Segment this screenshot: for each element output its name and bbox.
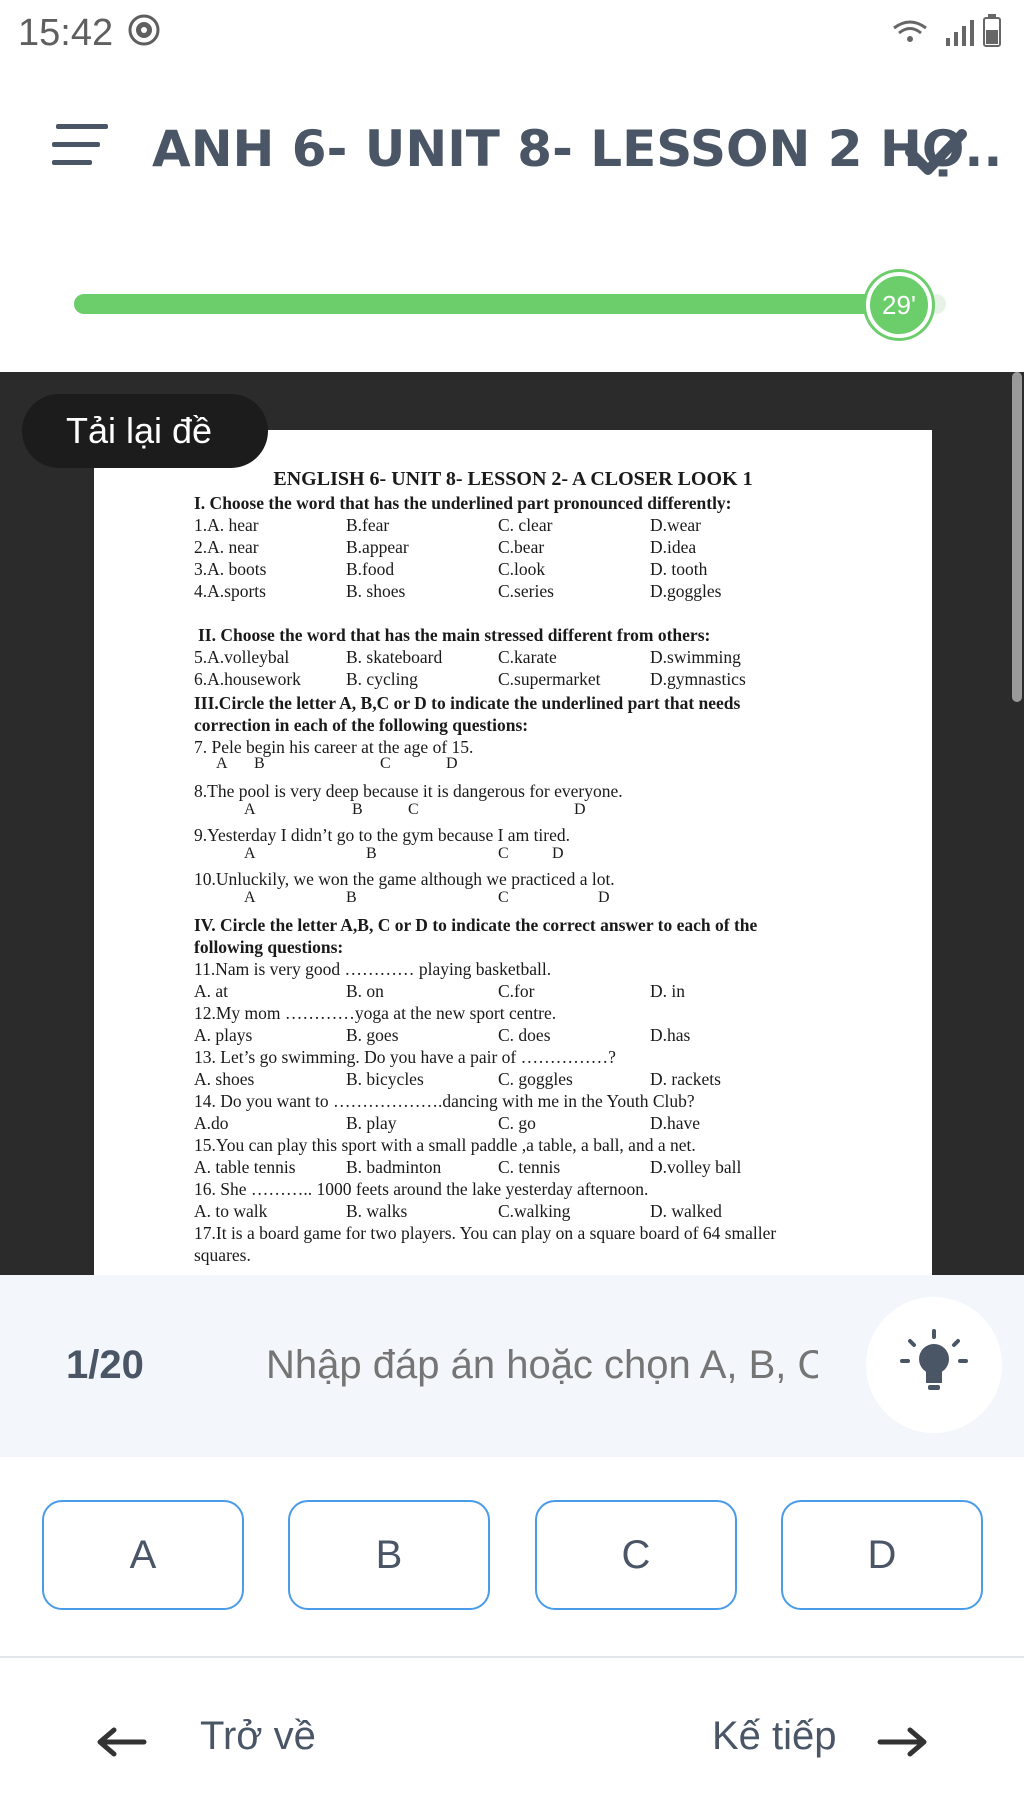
paper-option: C. goggles (498, 1069, 573, 1089)
lightbulb-icon (866, 1297, 1002, 1433)
q10-label-b: B (346, 889, 357, 906)
paper-option: D.have (650, 1113, 701, 1133)
check-icon[interactable] (904, 126, 968, 178)
paper-option: D.volley ball (650, 1157, 742, 1177)
q10-label-d: D (598, 889, 610, 906)
paper-option: A. plays (194, 1025, 253, 1045)
option-d-button[interactable]: D (781, 1500, 983, 1610)
option-b-button[interactable]: B (288, 1500, 490, 1610)
question-11: 11.Nam is very good ………… playing basketball. (194, 959, 552, 979)
arrow-right-icon (876, 1726, 928, 1758)
option-c-button[interactable]: C (535, 1500, 737, 1610)
section-3-heading-cont: correction in each of the following questions: (194, 715, 529, 735)
question-17-cont: squares. (194, 1245, 251, 1265)
q8-label-b: B (352, 801, 363, 818)
paper-option: D.goggles (650, 581, 722, 601)
menu-icon[interactable] (52, 124, 110, 172)
paper-option: C.walking (498, 1201, 571, 1221)
paper-option: 4.A.sports (194, 581, 266, 601)
paper-option: B. cycling (346, 669, 418, 689)
q7-label-b: B (254, 755, 265, 772)
question-9: 9.Yesterday I didn’t go to the gym because I am tired. (194, 825, 571, 845)
paper-option: B. skateboard (346, 647, 443, 667)
paper-option: A. shoes (194, 1069, 255, 1089)
question-counter: 1/20 (66, 1343, 144, 1387)
paper-option: C. clear (498, 515, 553, 535)
paper-option: D. in (650, 981, 685, 1001)
paper-option: 6.A.housework (194, 669, 301, 689)
reload-test-button[interactable]: Tải lại đề (22, 394, 268, 468)
back-label: Trở về (200, 1714, 316, 1758)
paper-option: C. tennis (498, 1157, 561, 1177)
progress-bar (74, 294, 946, 314)
q9-label-b: B (366, 845, 377, 862)
back-button[interactable] (96, 1710, 376, 1770)
paper-option: B.fear (346, 515, 390, 535)
paper-option: B. on (346, 981, 384, 1001)
paper-option: C.look (498, 559, 546, 579)
signal-battery-icon (886, 14, 1006, 50)
document-viewer[interactable] (0, 372, 1024, 1275)
paper-option: D. rackets (650, 1069, 721, 1089)
question-16: 16. She ……….. 1000 feets around the lake yesterday afternoon. (194, 1179, 649, 1199)
timer-badge: 29' (866, 272, 932, 338)
paper-title: ENGLISH 6- UNIT 8- LESSON 2- A CLOSER LOOK 1 (273, 468, 753, 490)
app-header (0, 62, 1024, 232)
paper-option: D.has (650, 1025, 691, 1045)
q10-label-c: C (498, 889, 509, 906)
question-10: 10.Unluckily, we won the game although we practiced a lot. (194, 869, 615, 889)
q8-label-d: D (574, 801, 586, 818)
next-label: Kế tiếp (712, 1714, 837, 1758)
paper-option: A. to walk (194, 1201, 268, 1221)
paper-option: D. tooth (650, 559, 708, 579)
section-1-heading: I. Choose the word that has the underlined part pronounced differently: (194, 493, 732, 513)
q9-label-c: C (498, 845, 509, 862)
paper-option: C.karate (498, 647, 557, 667)
paper-option: C. go (498, 1113, 536, 1133)
paper-option: A. table tennis (194, 1157, 296, 1177)
next-button[interactable] (700, 1710, 940, 1770)
paper-option: B. shoes (346, 581, 406, 601)
q7-label-c: C (380, 755, 391, 772)
section-2-heading: II. Choose the word that has the main stressed different from others: (198, 625, 711, 645)
option-a-button[interactable]: A (42, 1500, 244, 1610)
question-14: 14. Do you want to ……………….dancing with me in the Youth Club? (194, 1091, 695, 1111)
answer-input[interactable] (266, 1325, 818, 1405)
paper-option: B.food (346, 559, 395, 579)
section-4-heading: IV. Circle the letter A,B, C or D to indicate the correct answer to each of the (194, 915, 758, 935)
q7-label-a: A (216, 755, 228, 772)
paper-option: B. badminton (346, 1157, 442, 1177)
question-15: 15.You can play this sport with a small paddle ,a table, a ball, and a net. (194, 1135, 696, 1155)
exam-paper (94, 430, 932, 1310)
scrollbar-thumb[interactable] (1012, 372, 1022, 702)
q8-label-c: C (408, 801, 419, 818)
paper-option: D.wear (650, 515, 702, 535)
paper-option: D. walked (650, 1201, 722, 1221)
paper-option: C. does (498, 1025, 551, 1045)
question-12: 12.My mom …………yoga at the new sport centre. (194, 1003, 557, 1023)
paper-option: C.for (498, 981, 535, 1001)
q9-label-d: D (552, 845, 564, 862)
paper-option: D.swimming (650, 647, 741, 667)
question-8: 8.The pool is very deep because it is dangerous for everyone. (194, 781, 623, 801)
paper-option: B. bicycles (346, 1069, 424, 1089)
progress-fill (74, 294, 920, 314)
paper-option: D.idea (650, 537, 697, 557)
paper-option: 1.A. hear (194, 515, 259, 535)
paper-option: A. at (194, 981, 229, 1001)
q8-label-a: A (244, 801, 256, 818)
paper-option: D.gymnastics (650, 669, 746, 689)
q9-label-a: A (244, 845, 256, 862)
notification-badge-icon (128, 14, 160, 46)
paper-option: C.supermarket (498, 669, 601, 689)
section-4-heading-cont: following questions: (194, 937, 344, 957)
question-17: 17.It is a board game for two players. You can play on a square board of 64 smaller (194, 1223, 777, 1243)
paper-option: B.appear (346, 537, 409, 557)
paper-option: 2.A. near (194, 537, 259, 557)
answer-bar (0, 1275, 1024, 1457)
paper-option: A.do (194, 1113, 229, 1133)
question-7: 7. Pele begin his career at the age of 15. (194, 737, 474, 757)
paper-option: B. walks (346, 1201, 408, 1221)
hint-button[interactable] (866, 1297, 1002, 1433)
arrow-left-icon (96, 1726, 148, 1758)
q10-label-a: A (244, 889, 256, 906)
page-title: ANH 6- UNIT 8- LESSON 2 HỌ.. (152, 120, 1003, 178)
paper-option: B. goes (346, 1025, 399, 1045)
divider (0, 1656, 1024, 1658)
status-time: 15:42 (18, 12, 114, 54)
paper-option: C.series (498, 581, 554, 601)
paper-option: 3.A. boots (194, 559, 267, 579)
q7-label-d: D (446, 755, 458, 772)
status-bar (0, 0, 1024, 62)
paper-option: B. play (346, 1113, 397, 1133)
paper-option: C.bear (498, 537, 545, 557)
section-3-heading: III.Circle the letter A, B,C or D to indicate the underlined part that needs (194, 693, 741, 713)
question-13: 13. Let’s go swimming. Do you have a pair of ……………? (194, 1047, 616, 1067)
paper-option: 5.A.volleybal (194, 647, 290, 667)
